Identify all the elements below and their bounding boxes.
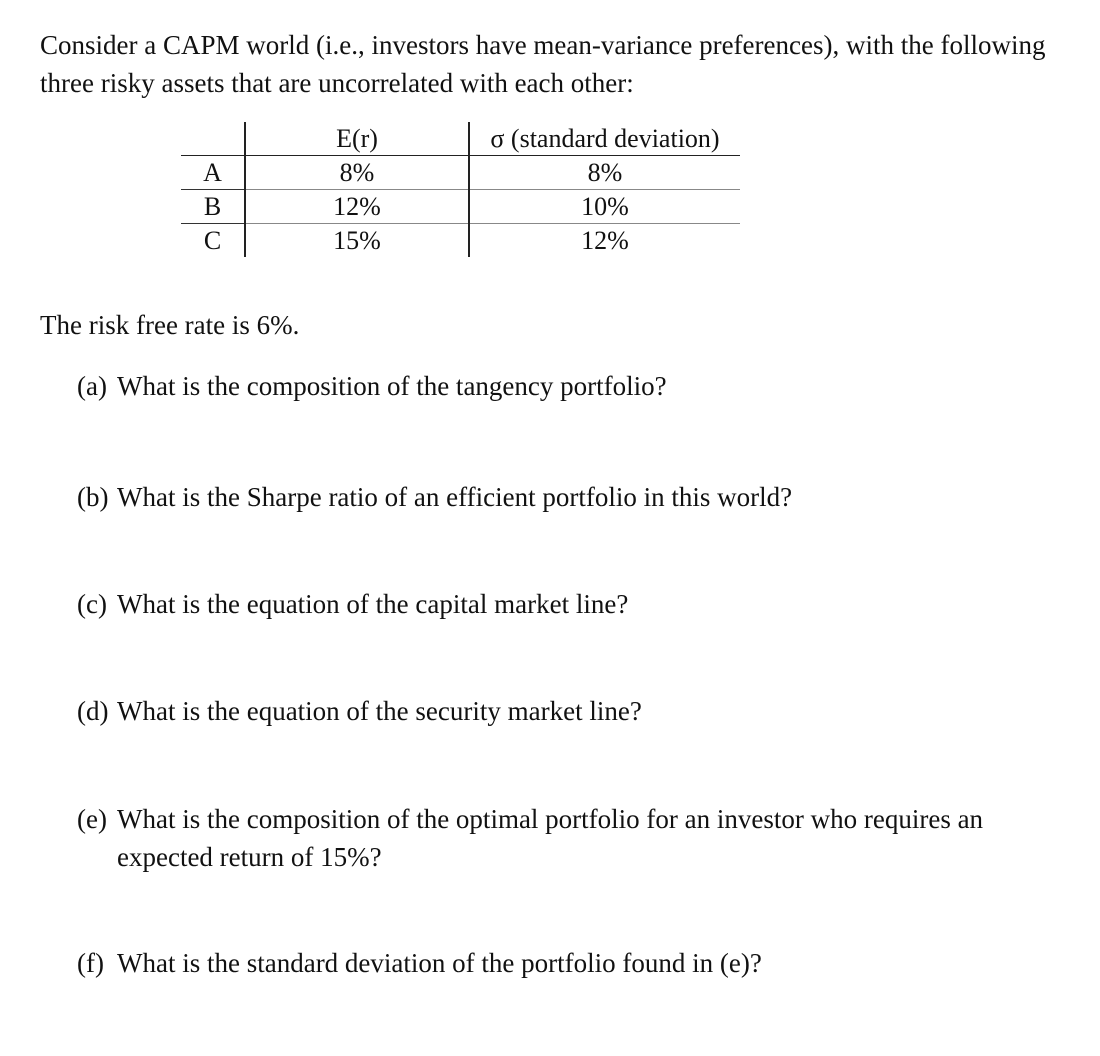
asset-standard-deviation: 8% [469, 156, 740, 190]
question-text: What is the composition of the optimal portfolio for an investor who requires an expected return of 15%? [117, 804, 984, 872]
question-text: What is the standard deviation of the portfolio found in (e)? [117, 948, 762, 978]
asset-expected-return: 15% [245, 224, 469, 258]
risk-free-rate-text: The risk free rate is 6%. [40, 310, 300, 340]
question-f [77, 944, 1037, 982]
question-e [77, 800, 997, 876]
header-expected-return: E(r) [245, 122, 469, 156]
question-b [77, 478, 1037, 516]
question-label: (c) [77, 589, 107, 619]
question-label: (e) [77, 804, 107, 834]
question-label: (a) [77, 371, 107, 401]
asset-name: C [181, 224, 245, 258]
asset-expected-return: 12% [245, 190, 469, 224]
question-text: What is the equation of the security market line? [117, 696, 642, 726]
header-asset [181, 122, 245, 156]
question-c [77, 585, 1037, 623]
asset-name: A [181, 156, 245, 190]
table-header-row [181, 122, 740, 156]
question-label: (d) [77, 696, 109, 726]
asset-standard-deviation: 10% [469, 190, 740, 224]
table-row [181, 224, 740, 258]
question-text: What is the composition of the tangency portfolio? [117, 371, 667, 401]
asset-expected-return: 8% [245, 156, 469, 190]
table-row [181, 156, 740, 190]
question-text: What is the Sharpe ratio of an efficient portfolio in this world? [117, 482, 793, 512]
question-d [77, 692, 1037, 730]
header-standard-deviation: σ (standard deviation) [469, 122, 740, 156]
question-label: (f) [77, 948, 104, 978]
intro-paragraph: Consider a CAPM world (i.e., investors have mean-variance preferences), with the following three risky assets that are uncorrelated with each other: [40, 30, 1046, 98]
question-text: What is the equation of the capital market line? [117, 589, 629, 619]
asset-name: B [181, 190, 245, 224]
question-label: (b) [77, 482, 109, 512]
table-row [181, 190, 740, 224]
asset-standard-deviation: 12% [581, 225, 629, 255]
question-a [77, 367, 1037, 405]
asset-table [181, 122, 740, 257]
